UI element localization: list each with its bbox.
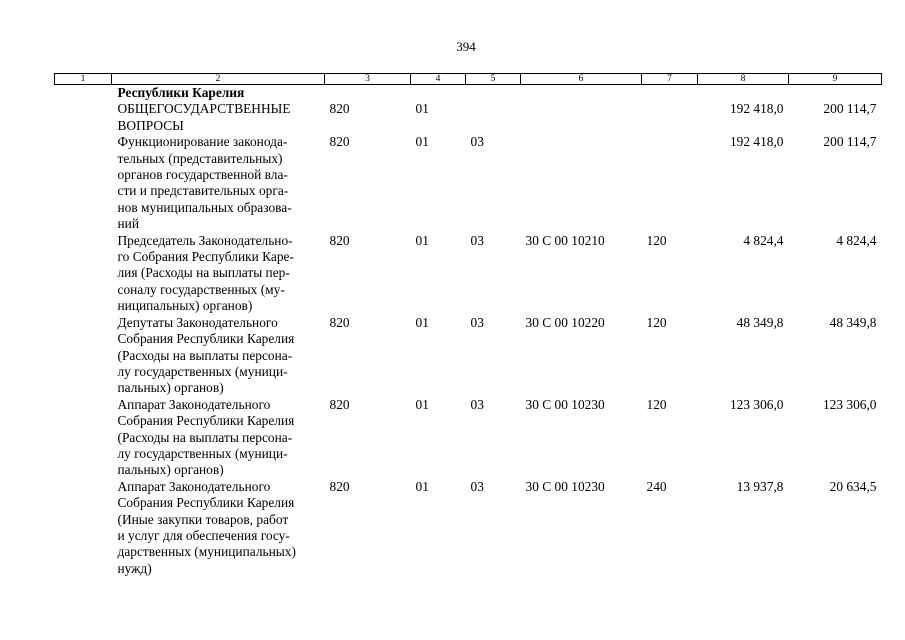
row-cell-col1 (55, 85, 112, 102)
row-target-article: 30 С 00 10220 (525, 314, 605, 330)
row-amount-year1: 13 937,8 (736, 478, 784, 494)
row-name (112, 101, 325, 134)
row-amount-year2 (789, 85, 882, 102)
column-header-2: 2 (112, 74, 325, 85)
row-name (112, 479, 325, 577)
row-name-line: Функционирование законода- (117, 134, 288, 150)
column-header-4: 4 (411, 74, 466, 85)
column-header-7: 7 (642, 74, 698, 85)
row-name-line: соналу государственных (му- (117, 281, 285, 297)
row-name-line: Аппарат Законодательного (117, 396, 271, 412)
row-target-article (521, 134, 642, 232)
budget-table (54, 73, 882, 577)
row-section-code: 01 (415, 314, 429, 330)
column-header-6: 6 (521, 74, 642, 85)
row-cell-col1 (55, 233, 112, 315)
page-number: 394 (456, 39, 476, 54)
row-name-line: ниципальных) органов) (117, 298, 253, 314)
row-name-line: тельных (представительных) (117, 150, 283, 166)
row-chapter-code: 820 (329, 101, 350, 117)
row-chapter-code: 820 (329, 314, 350, 330)
row-name-line: нов муниципальных образова- (117, 199, 292, 215)
row-name-line: сти и представительных орга- (117, 183, 289, 199)
row-name-line: и услуг для обеспечения госу- (117, 527, 290, 543)
row-subsection-code: 03 (470, 314, 484, 330)
table-row (55, 479, 882, 577)
row-target-article: 30 С 00 10210 (525, 232, 605, 248)
row-expense-type: 120 (646, 396, 667, 412)
column-header-5: 5 (466, 74, 521, 85)
table-row (55, 397, 882, 479)
row-section-code: 01 (415, 232, 429, 248)
row-amount-year1 (698, 85, 789, 102)
table-header (55, 74, 882, 85)
table-row (55, 101, 882, 134)
row-amount-year1: 192 418,0 (729, 134, 784, 150)
row-chapter-code: 820 (329, 232, 350, 248)
table-row (55, 315, 882, 397)
row-name-line: Собрания Республики Карелия (117, 495, 295, 511)
row-name-line: пальных) органов) (117, 380, 224, 396)
row-chapter-code (325, 85, 411, 102)
row-name-line: дарственных (муниципальных) (117, 544, 296, 560)
row-name-line: органов государственной вла- (117, 167, 288, 183)
row-cell-col1 (55, 134, 112, 232)
row-cell-col1 (55, 479, 112, 577)
table-row (55, 85, 882, 102)
row-name-line: Аппарат Законодательного (117, 478, 271, 494)
row-expense-type: 120 (646, 232, 667, 248)
row-chapter-code: 820 (329, 134, 350, 150)
table-row (55, 233, 882, 315)
row-name-line: Депутаты Законодательного (117, 314, 278, 330)
row-subsection-code (466, 85, 521, 102)
row-section-code: 01 (415, 134, 429, 150)
column-header-3: 3 (325, 74, 411, 85)
row-name (112, 233, 325, 315)
row-name-line: лу государственных (муници- (117, 363, 288, 379)
header-row (55, 74, 882, 85)
row-section-code: 01 (415, 478, 429, 494)
row-name-line: (Расходы на выплаты персона- (117, 347, 293, 363)
row-name-line: нужд) (117, 560, 152, 576)
row-chapter-code: 820 (329, 478, 350, 494)
row-subsection-code: 03 (470, 134, 484, 150)
row-expense-type (642, 85, 698, 102)
row-name (112, 85, 325, 102)
column-header-8: 8 (698, 74, 789, 85)
row-target-article: 30 С 00 10230 (525, 396, 605, 412)
row-expense-type: 240 (646, 478, 667, 494)
row-cell-col1 (55, 315, 112, 397)
row-section-code (411, 85, 466, 102)
row-name-line: Республики Карелия (117, 85, 245, 100)
row-name-line: ний (117, 216, 139, 232)
row-name-line: лу государственных (муници- (117, 445, 288, 461)
table-row (55, 134, 882, 232)
row-name-line: ОБЩЕГОСУДАРСТВЕННЫЕ (117, 101, 291, 117)
row-amount-year2: 20 634,5 (829, 478, 877, 494)
row-name-line: (Расходы на выплаты персона- (117, 429, 293, 445)
row-subsection-code (466, 101, 521, 134)
row-amount-year2: 200 114,7 (823, 134, 877, 150)
row-expense-type (642, 101, 698, 134)
row-amount-year1: 4 824,4 (743, 232, 784, 248)
row-subsection-code: 03 (470, 232, 484, 248)
row-name-line: Собрания Республики Карелия (117, 331, 295, 347)
row-section-code: 01 (415, 101, 429, 117)
column-header-9: 9 (789, 74, 882, 85)
row-amount-year1: 48 349,8 (736, 314, 784, 330)
row-amount-year2: 4 824,4 (836, 232, 877, 248)
row-name-line: ВОПРОСЫ (117, 117, 184, 133)
row-name (112, 315, 325, 397)
row-subsection-code: 03 (470, 478, 484, 494)
column-header-1: 1 (55, 74, 112, 85)
row-chapter-code: 820 (329, 396, 350, 412)
row-name-line: (Иные закупки товаров, работ (117, 511, 289, 527)
row-name-line: пальных) органов) (117, 462, 224, 478)
row-amount-year2: 200 114,7 (823, 101, 877, 117)
row-name (112, 134, 325, 232)
row-amount-year1: 192 418,0 (729, 101, 784, 117)
row-name (112, 397, 325, 479)
row-name-line: лия (Расходы на выплаты пер- (117, 265, 290, 281)
row-target-article: 30 С 00 10230 (525, 478, 605, 494)
row-name-line: Собрания Республики Карелия (117, 413, 295, 429)
row-cell-col1 (55, 397, 112, 479)
row-target-article (521, 85, 642, 102)
row-subsection-code: 03 (470, 396, 484, 412)
row-expense-type: 120 (646, 314, 667, 330)
row-amount-year1: 123 306,0 (729, 396, 784, 412)
row-name-line: го Собрания Республики Каре- (117, 249, 294, 265)
row-amount-year2: 123 306,0 (822, 396, 877, 412)
row-name-line: Председатель Законодательно- (117, 232, 293, 248)
table-body (55, 85, 882, 578)
row-target-article (521, 101, 642, 134)
row-cell-col1 (55, 101, 112, 134)
row-expense-type (642, 134, 698, 232)
row-amount-year2: 48 349,8 (829, 314, 877, 330)
row-section-code: 01 (415, 396, 429, 412)
